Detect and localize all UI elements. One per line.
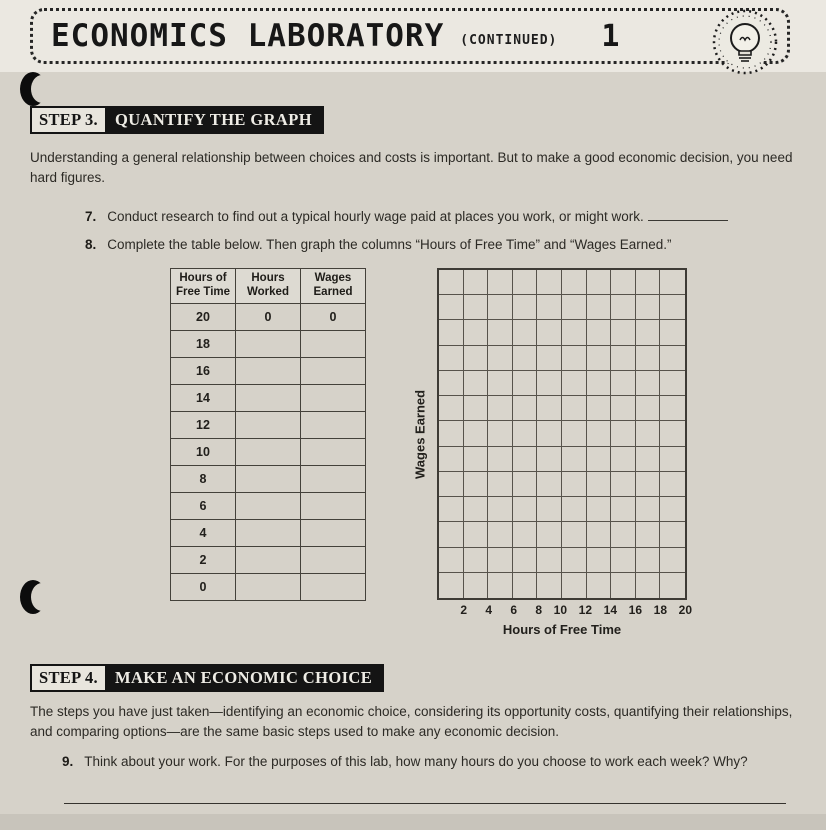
- grid-cell: [562, 295, 587, 320]
- grid-cell: [562, 396, 587, 421]
- grid-cell: [562, 346, 587, 371]
- x-tick-label: 20: [678, 603, 692, 617]
- grid-cell: [488, 295, 513, 320]
- grid-cell: [660, 270, 685, 295]
- grid-cell: [537, 548, 562, 573]
- grid-cell: [636, 447, 661, 472]
- question-7: [85, 209, 809, 224]
- grid-cell: [537, 346, 562, 371]
- table-cell: [301, 357, 366, 384]
- grid-cell: [660, 573, 685, 598]
- step4-intro: The steps you have just taken—identifying an economic choice, considering its opportunity costs, quantifying their relationships, and comparing options—are the same basic steps used to make any economic decision.: [30, 704, 793, 740]
- table-row: [171, 546, 366, 573]
- question-9-answer-line: [64, 803, 786, 804]
- table-cell: [236, 384, 301, 411]
- grid-cell: [464, 447, 489, 472]
- table-cell: [236, 546, 301, 573]
- table-cell: [301, 465, 366, 492]
- grid-cell: [439, 270, 464, 295]
- table-cell: [236, 492, 301, 519]
- table-cell: 14: [171, 384, 236, 411]
- table-cell: [301, 492, 366, 519]
- question-8-text: Complete the table below. Then graph the columns “Hours of Free Time” and “Wages Earned.”: [107, 237, 672, 252]
- question-9-text: Think about your work. For the purposes of this lab, how many hours do you choose to work each week? Why?: [84, 754, 748, 769]
- scan-shadow: [0, 814, 826, 830]
- binder-mark: [20, 72, 46, 106]
- grid-cell: [464, 421, 489, 446]
- table-cell: [301, 519, 366, 546]
- grid-cell: [537, 270, 562, 295]
- grid-cell: [464, 371, 489, 396]
- table-row: [171, 411, 366, 438]
- x-tick-label: 2: [460, 603, 467, 617]
- wage-table-head-row: [171, 269, 366, 304]
- table-row: [171, 330, 366, 357]
- grid-cell: [513, 421, 538, 446]
- grid-cell: [488, 573, 513, 598]
- grid-cell: [513, 548, 538, 573]
- grid-cell: [587, 371, 612, 396]
- table-cell: [236, 357, 301, 384]
- grid-cell: [587, 346, 612, 371]
- grid-cell: [660, 472, 685, 497]
- worksheet-header: [30, 8, 790, 64]
- grid-cell: [587, 573, 612, 598]
- wage-table-body: [171, 303, 366, 600]
- grid-cell: [587, 548, 612, 573]
- step3-heading: [30, 106, 324, 134]
- grid-cell: [488, 320, 513, 345]
- grid-cell: [562, 472, 587, 497]
- grid-cell: [636, 548, 661, 573]
- grid-cell: [439, 295, 464, 320]
- graph-grid: [437, 268, 687, 600]
- step3-intro: Understanding a general relationship between choices and costs is important. But to make a good economic decision, you need hard figures.: [30, 150, 793, 186]
- grid-cell: [587, 270, 612, 295]
- binder-mark: [20, 580, 46, 614]
- grid-cell: [439, 472, 464, 497]
- grid-cell: [611, 346, 636, 371]
- table-cell: [236, 465, 301, 492]
- grid-cell: [464, 295, 489, 320]
- grid-cell: [587, 421, 612, 446]
- grid-cell: [587, 472, 612, 497]
- column-header: Hours of Free Time: [171, 269, 236, 304]
- table-cell: 12: [171, 411, 236, 438]
- grid-cell: [513, 497, 538, 522]
- grid-cell: [464, 497, 489, 522]
- step4-label: STEP 4.: [32, 666, 105, 690]
- grid-cell: [660, 295, 685, 320]
- grid-cell: [636, 346, 661, 371]
- question-7-text: Conduct research to find out a typical hourly wage paid at places you work, or might work.: [107, 209, 644, 225]
- grid-cell: [513, 295, 538, 320]
- grid-cell: [587, 396, 612, 421]
- table-row: [171, 519, 366, 546]
- column-header: Wages Earned: [301, 269, 366, 304]
- grid-cell: [562, 447, 587, 472]
- grid-cell: [636, 396, 661, 421]
- graph-y-axis-label: Wages Earned: [412, 389, 428, 479]
- grid-cell: [611, 497, 636, 522]
- grid-cell: [513, 573, 538, 598]
- grid-cell: [464, 472, 489, 497]
- grid-cell: [660, 497, 685, 522]
- grid-cell: [611, 270, 636, 295]
- worksheet-title: ECONOMICS LABORATORY: [51, 18, 445, 54]
- question-8-number: 8.: [85, 237, 97, 252]
- table-cell: [301, 573, 366, 600]
- table-row: [171, 573, 366, 600]
- question-9: [62, 754, 806, 769]
- grid-cell: [660, 346, 685, 371]
- grid-cell: [660, 447, 685, 472]
- table-cell: 0: [301, 303, 366, 330]
- table-cell: 6: [171, 492, 236, 519]
- grid-cell: [562, 270, 587, 295]
- grid-cell: [439, 421, 464, 446]
- grid-cell: [488, 270, 513, 295]
- x-ticks: [437, 603, 692, 617]
- grid-cell: [611, 548, 636, 573]
- grid-cell: [488, 371, 513, 396]
- grid-cell: [562, 320, 587, 345]
- grid-cell: [660, 320, 685, 345]
- question-7-answer-blank: [648, 209, 728, 221]
- table-cell: [236, 573, 301, 600]
- grid-cell: [439, 320, 464, 345]
- table-cell: [236, 519, 301, 546]
- grid-cell: [488, 497, 513, 522]
- grid-cell: [562, 497, 587, 522]
- grid-cell: [513, 522, 538, 547]
- grid-cell: [611, 522, 636, 547]
- question-8: [85, 237, 809, 252]
- table-row: [171, 438, 366, 465]
- grid-cell: [611, 472, 636, 497]
- grid-cell: [537, 396, 562, 421]
- grid-cell: [464, 548, 489, 573]
- table-cell: 18: [171, 330, 236, 357]
- lightbulb-icon: [709, 2, 781, 82]
- grid-cell: [611, 421, 636, 446]
- grid-cell: [439, 396, 464, 421]
- grid-cell: [513, 346, 538, 371]
- grid-cell: [611, 295, 636, 320]
- table-row: [171, 303, 366, 330]
- table-cell: [301, 384, 366, 411]
- table-cell: [236, 330, 301, 357]
- grid-cell: [488, 421, 513, 446]
- grid-cell: [488, 447, 513, 472]
- table-row: [171, 357, 366, 384]
- grid-cell: [660, 421, 685, 446]
- grid-cell: [513, 447, 538, 472]
- grid-cell: [562, 573, 587, 598]
- table-cell: [301, 438, 366, 465]
- grid-cell: [439, 522, 464, 547]
- grid-cell: [488, 472, 513, 497]
- grid-cell: [636, 497, 661, 522]
- grid-cell: [537, 472, 562, 497]
- grid-cell: [488, 346, 513, 371]
- grid-cell: [636, 295, 661, 320]
- x-tick-label: 16: [628, 603, 642, 617]
- grid-cell: [611, 371, 636, 396]
- grid-cell: [439, 548, 464, 573]
- grid-cell: [513, 472, 538, 497]
- grid-cell: [537, 573, 562, 598]
- table-cell: [236, 438, 301, 465]
- grid-cell: [660, 522, 685, 547]
- lab-number: 1: [601, 18, 620, 54]
- grid-cell: [587, 295, 612, 320]
- grid-cell: [636, 270, 661, 295]
- grid-cell: [636, 522, 661, 547]
- step3-label: STEP 3.: [32, 108, 105, 132]
- grid-cell: [611, 573, 636, 598]
- wage-table: [170, 268, 366, 601]
- table-cell: [301, 330, 366, 357]
- table-cell: 20: [171, 303, 236, 330]
- grid-cell: [464, 320, 489, 345]
- grid-cell: [464, 396, 489, 421]
- grid-cell: [513, 320, 538, 345]
- table-cell: [301, 411, 366, 438]
- grid-cell: [537, 497, 562, 522]
- grid-cell: [537, 320, 562, 345]
- x-tick-label: 4: [485, 603, 492, 617]
- column-header: Hours Worked: [236, 269, 301, 304]
- x-tick-label: 12: [578, 603, 592, 617]
- x-tick-label: 6: [510, 603, 517, 617]
- grid-cell: [562, 548, 587, 573]
- grid-cell: [611, 320, 636, 345]
- graph-x-axis-label: Hours of Free Time: [502, 622, 622, 637]
- grid-cell: [537, 421, 562, 446]
- grid-cell: [439, 447, 464, 472]
- table-cell: 8: [171, 465, 236, 492]
- worksheet-subtitle: (CONTINUED): [460, 33, 558, 48]
- x-tick-label: 18: [653, 603, 667, 617]
- grid-cell: [562, 421, 587, 446]
- table-row: [171, 465, 366, 492]
- grid-cell: [537, 522, 562, 547]
- grid-cell: [488, 522, 513, 547]
- grid-cell: [439, 497, 464, 522]
- grid-cell: [488, 396, 513, 421]
- grid-cell: [513, 270, 538, 295]
- grid-cell: [636, 371, 661, 396]
- grid-cell: [660, 548, 685, 573]
- grid-cell: [611, 396, 636, 421]
- grid-cell: [636, 573, 661, 598]
- grid-cell: [587, 320, 612, 345]
- grid-cell: [636, 421, 661, 446]
- table-row: [171, 492, 366, 519]
- table-cell: 0: [236, 303, 301, 330]
- table-row: [171, 384, 366, 411]
- graph: [412, 268, 692, 637]
- table-cell: [301, 546, 366, 573]
- grid-cell: [464, 573, 489, 598]
- grid-cell: [660, 396, 685, 421]
- x-tick-label: 14: [603, 603, 617, 617]
- grid-cell: [439, 346, 464, 371]
- grid-cell: [660, 371, 685, 396]
- grid-cell: [439, 573, 464, 598]
- grid-cell: [464, 522, 489, 547]
- grid-cell: [439, 371, 464, 396]
- grid-cell: [636, 472, 661, 497]
- x-tick-label: 10: [553, 603, 567, 617]
- grid-cell: [636, 320, 661, 345]
- table-cell: 0: [171, 573, 236, 600]
- grid-cell: [537, 295, 562, 320]
- step4-title: MAKE AN ECONOMIC CHOICE: [105, 666, 382, 690]
- grid-cell: [537, 447, 562, 472]
- grid-cell: [488, 548, 513, 573]
- x-tick-label: 8: [535, 603, 542, 617]
- step4-heading: [30, 664, 384, 692]
- table-cell: [236, 411, 301, 438]
- step3-title: QUANTIFY THE GRAPH: [105, 108, 322, 132]
- grid-cell: [464, 346, 489, 371]
- grid-cell: [611, 447, 636, 472]
- table-cell: 10: [171, 438, 236, 465]
- grid-cell: [587, 447, 612, 472]
- grid-cell: [537, 371, 562, 396]
- grid-cell: [513, 371, 538, 396]
- grid-cell: [562, 371, 587, 396]
- grid-cell: [587, 497, 612, 522]
- question-9-number: 9.: [62, 754, 74, 769]
- table-cell: 16: [171, 357, 236, 384]
- grid-cell: [513, 396, 538, 421]
- question-7-number: 7.: [85, 209, 97, 225]
- grid-cell: [587, 522, 612, 547]
- table-cell: 2: [171, 546, 236, 573]
- table-cell: 4: [171, 519, 236, 546]
- grid-cell: [464, 270, 489, 295]
- grid-cell: [562, 522, 587, 547]
